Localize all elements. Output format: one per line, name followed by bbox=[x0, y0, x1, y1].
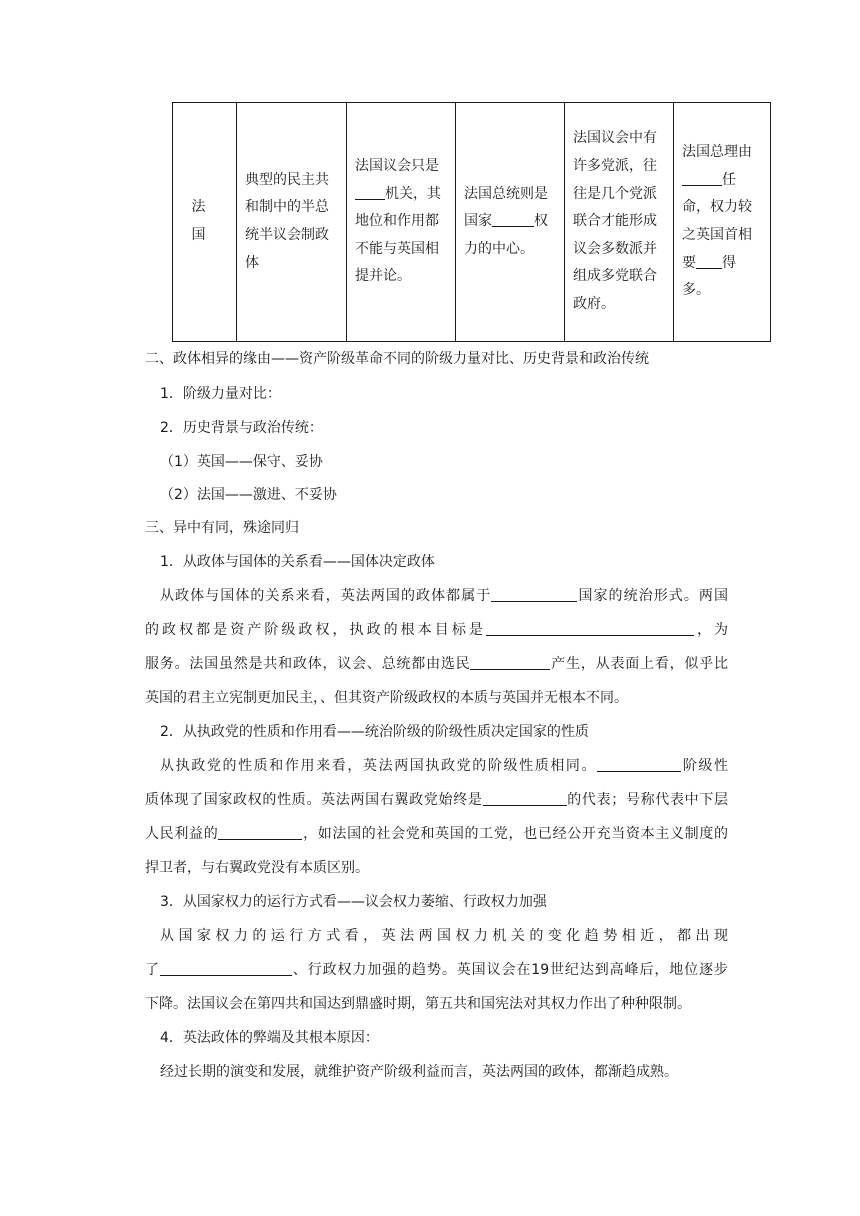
section-heading-3: 三、异中有同，殊途同归 bbox=[145, 520, 299, 536]
paragraph-line bbox=[145, 824, 728, 844]
pm-text-pre: 法国总理由 bbox=[682, 144, 752, 161]
section-heading-2: 二、政体相异的缘由——资产阶级革命不同的阶级力量对比、历史背景和政治传统 bbox=[145, 351, 649, 367]
paragraph-line: 捍卫者，与右翼政党没有本质区别。 bbox=[145, 860, 369, 876]
comparison-table bbox=[172, 102, 771, 342]
parliament-text-post: 机关，其地位和作用都不能与英国相提并论。 bbox=[355, 185, 441, 285]
list-item: 3．从国家权力的运行方式看——议会权力萎缩、行政权力加强 bbox=[160, 894, 547, 910]
paragraph-line bbox=[145, 790, 728, 810]
list-item: 2．从执政党的性质和作用看——统治阶级的阶级性质决定国家的性质 bbox=[160, 724, 589, 740]
paragraph-line: 经过长期的演变和发展，就维护资产阶级利益而言，英法两国的政体，都渐趋成熟。 bbox=[160, 1064, 678, 1080]
fill-blank[interactable] bbox=[696, 254, 722, 269]
paragraph-line: 英国的君主立宪制更加民主，、但其资产阶级政权的本质与英国并无根本不同。 bbox=[145, 690, 628, 706]
fill-blank[interactable] bbox=[470, 655, 550, 670]
fill-blank[interactable] bbox=[218, 825, 302, 840]
parties-text: 法国议会中有许多党派，往往是几个党派联合才能形成议会多数派并组成多党联合政府。 bbox=[573, 130, 657, 312]
paragraph-line bbox=[145, 960, 728, 980]
pm-text-post: 得多。 bbox=[682, 254, 736, 299]
paragraph-line bbox=[145, 654, 728, 674]
paragraph-line bbox=[160, 756, 728, 776]
text-segment: 国家的统治形式。两国 bbox=[577, 588, 728, 604]
table-row bbox=[173, 103, 771, 342]
parties-cell bbox=[565, 103, 674, 342]
fill-blank[interactable] bbox=[486, 621, 694, 636]
text-segment: 产生，从表面上看，似乎比 bbox=[550, 656, 729, 672]
country-cell bbox=[173, 103, 244, 342]
text-segment: 服务。法国虽然是共和政体，议会、总统都由选民 bbox=[145, 656, 471, 672]
fill-blank[interactable] bbox=[597, 757, 681, 772]
fill-blank[interactable] bbox=[355, 185, 385, 200]
text-segment: ，如法国的社会党和英国的工党，也已经公开充当资本主义制度的 bbox=[302, 826, 729, 842]
text-segment: 质体现了国家政权的性质。英法两国右翼政党始终是 bbox=[145, 792, 483, 808]
parliament-cell bbox=[347, 103, 456, 342]
president-text-post: 权力的中心。 bbox=[464, 213, 548, 257]
paragraph-line: 从国家权力的运行方式看，英法两国权力机关的变化趋势相近，都出现 bbox=[160, 928, 728, 944]
text-segment: ，为 bbox=[693, 622, 729, 638]
pm-cell bbox=[674, 103, 771, 342]
fill-blank[interactable] bbox=[682, 171, 722, 186]
fill-blank[interactable] bbox=[160, 961, 292, 976]
list-subitem: （2）法国——激进、不妥协 bbox=[160, 487, 337, 503]
list-item: 4．英法政体的弊端及其根本原因： bbox=[160, 1030, 379, 1046]
text-segment: 的代表；号称代表中下层 bbox=[566, 792, 729, 808]
paragraph-line: 下降。法国议会在第四共和国达到鼎盛时期，第五共和国宪法对其权力作出了种种限制。 bbox=[145, 996, 691, 1012]
polity-cell bbox=[237, 103, 347, 342]
text-segment: 阶级性 bbox=[681, 758, 729, 774]
parliament-text-pre: 法国议会只是 bbox=[355, 158, 439, 175]
list-item: 2．历史背景与政治传统： bbox=[160, 420, 323, 436]
paragraph-line bbox=[160, 586, 728, 606]
list-item: 1．阶级力量对比： bbox=[160, 386, 281, 402]
fill-blank[interactable] bbox=[483, 791, 567, 806]
list-subitem: （1）英国——保守、妥协 bbox=[160, 454, 323, 470]
list-item: 1．从政体与国体的关系看——国体决定政体 bbox=[160, 554, 435, 570]
text-segment: 了 bbox=[145, 962, 160, 978]
polity-text: 典型的民主共和制中的半总统半议会制政体 bbox=[245, 171, 329, 271]
fill-blank[interactable] bbox=[491, 587, 577, 602]
president-cell bbox=[456, 103, 565, 342]
pm-text-mid: 任命，权力较之英国首相要 bbox=[682, 171, 752, 271]
country-label: 法 国 bbox=[191, 199, 244, 243]
fill-blank[interactable] bbox=[492, 212, 534, 227]
text-segment: 、行政权力加强的趋势。英国议会在19世纪达到高峰后，地位逐步 bbox=[291, 962, 728, 978]
paragraph-line bbox=[145, 620, 728, 640]
text-segment: 人民利益的 bbox=[145, 826, 219, 842]
text-segment: 从政体与国体的关系来看，英法两国的政体都属于 bbox=[160, 588, 492, 604]
text-segment: 的政权都是资产阶级政权，执政的根本目标是 bbox=[145, 622, 486, 638]
text-segment: 从执政党的性质和作用来看，英法两国执政党的阶级性质相同。 bbox=[160, 758, 598, 774]
president-text-pre: 法国总统则是国家 bbox=[464, 185, 548, 230]
